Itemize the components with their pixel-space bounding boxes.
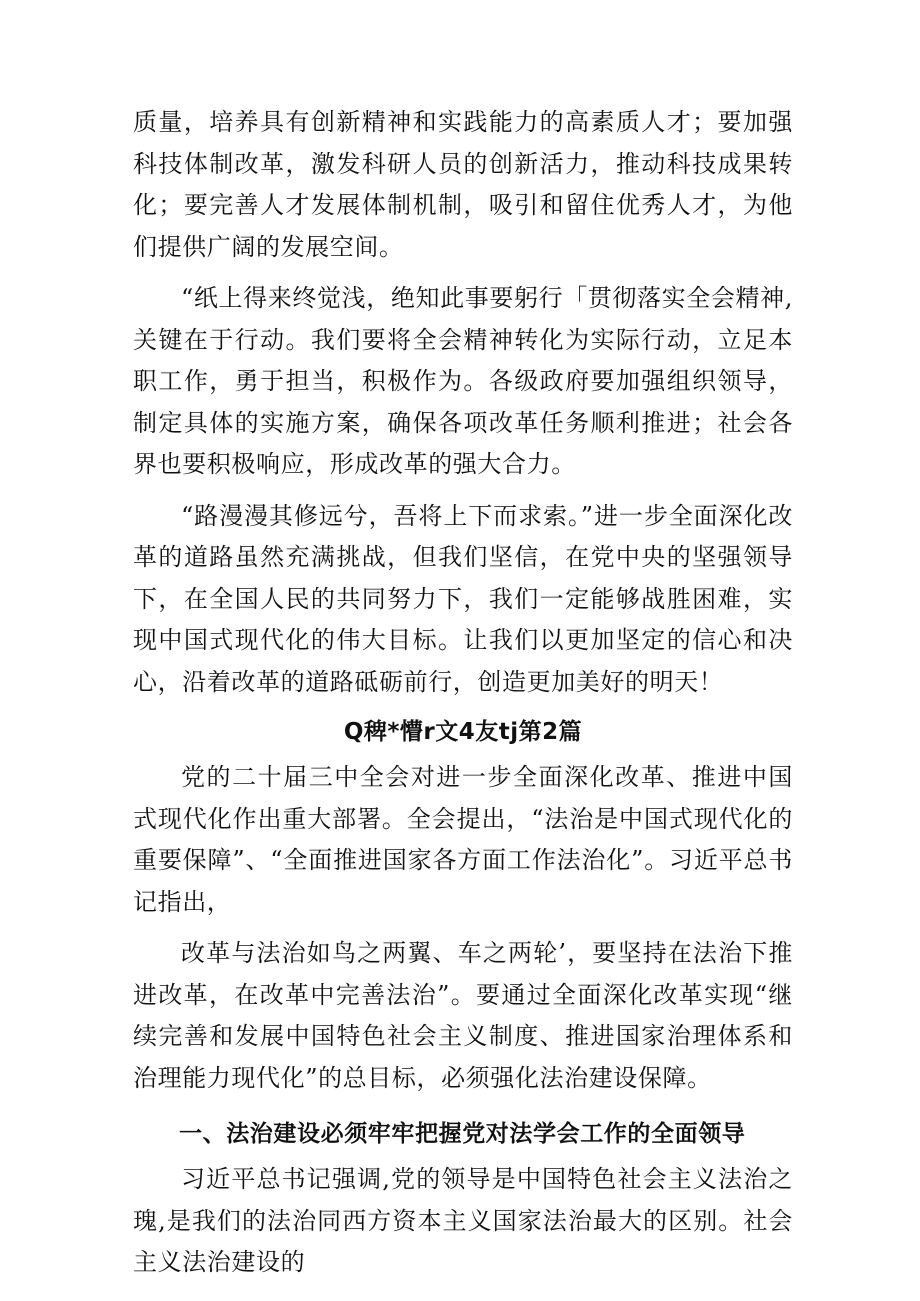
section-title: Q稗*懵r文4友tj第2篇 (343, 719, 583, 745)
paragraph-1: 质量，培养具有创新精神和实践能力的高素质人才；要加强科技体制改革，激发科研人员的创新活力，推动科技成果转化；要完善人才发展体制机制，吸引和留住优秀人才，为他们提供广阔的发展空间。 (133, 108, 793, 261)
document-page (133, 102, 793, 1284)
paragraph-4: 党的二十届三中全会对进一步全面深化改革、推进中国式现代化作出重大部署。全会提出，“法治是中国式现代化的重要保障”、“全面推进国家各方面工作法治化”。习近平总书记指出， (133, 763, 793, 916)
paragraph-5: 改革与法治如鸟之两翼、车之两轮’，要坚持在法治下推进改革，在改革中完善法治”。要通过全面深化改革实现“继续完善和发展中国特色社会主义制度、推进国家治理体系和治理能力现代化”的总目标，必须强化法治建设保障。 (133, 939, 793, 1092)
paragraph-3: “路漫漫其修远兮，吾将上下而求索。”进一步全面深化改革的道路虽然充满挑战，但我们坚信，在党中央的坚强领导下，在全国人民的共同努力下，我们一定能够战胜困难，实现中国式现代化的伟大目标。让我们以更加坚定的信心和决心，沿着改革的道路砥砺前行，创造更加美好的明天！ (133, 501, 793, 696)
section-heading: 一、法治建设必须牢牢把握党对法学会工作的全面领导 (179, 1121, 746, 1147)
paragraph-2: “纸上得来终觉浅，绝知此事要躬行「贯彻落实全会精神,关键在于行动。我们要将全会精神转化为实际行动，立足本职工作，勇于担当，积极作为。各级政府要加强组织领导，制定具体的实施方案，确保各项改革任务顺利推进；社会各界也要积极响应，形成改革的强大合力。 (133, 284, 793, 478)
paragraph-6: 习近平总书记强调,党的领导是中国特色社会主义法治之瑰,是我们的法治同西方资本主义国家法治最大的区别。社会主义法治建设的 (133, 1165, 793, 1276)
